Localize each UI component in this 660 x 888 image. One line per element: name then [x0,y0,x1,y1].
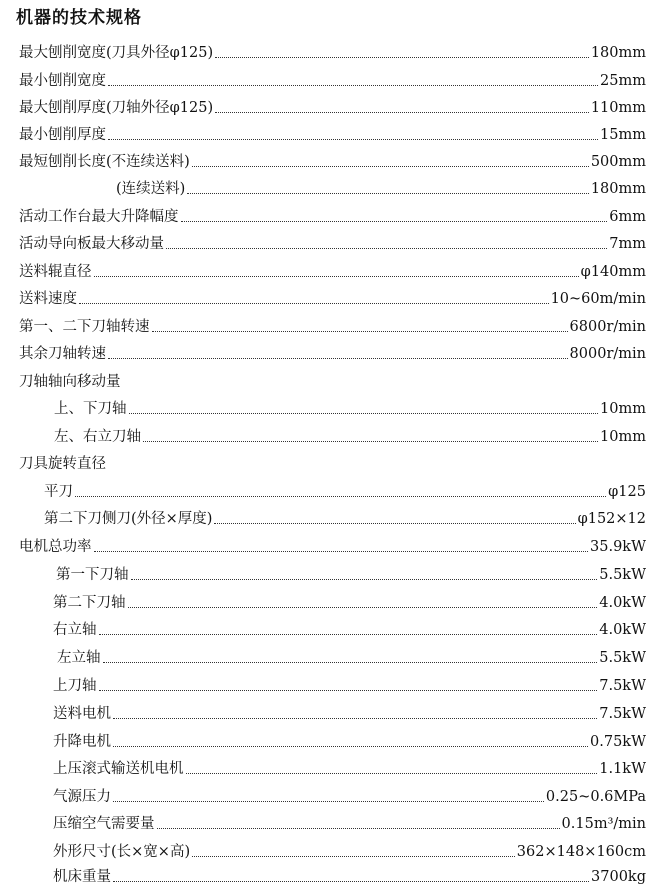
dot-leader [215,112,589,113]
spec-row [0,398,646,418]
spec-row [0,178,646,198]
spec-label: 最短刨削长度(不连续送料) [19,154,190,170]
spec-row [0,508,646,528]
dot-leader [192,166,589,167]
dot-leader [99,690,598,691]
spec-label: 第一下刀轴 [56,567,129,583]
dot-leader [143,441,598,442]
spec-value: 110mm [590,100,646,116]
spec-row [0,124,646,144]
dot-leader [94,551,589,552]
spec-value: 0.25~0.6MPa [545,789,646,805]
dot-leader [108,358,568,359]
spec-row [0,758,646,778]
spec-value: 8000r/min [569,346,646,362]
dot-leader [181,221,608,222]
dot-leader [166,248,607,249]
spec-value: 7.5kW [599,706,646,722]
spec-group-heading [0,453,646,473]
spec-label: 上、下刀轴 [54,401,127,417]
spec-value: 1.1kW [599,761,646,777]
spec-row [0,288,646,308]
spec-value: 6mm [609,209,646,225]
spec-label: 最大刨削厚度(刀轴外径φ125) [19,100,214,116]
spec-value: 10mm [600,401,646,417]
spec-value: 180mm [590,181,646,197]
dot-leader [113,746,588,747]
spec-value: φ152×12 [577,511,646,527]
spec-row [0,536,646,556]
spec-label: 左、右立刀轴 [54,429,141,445]
spec-value: φ125 [608,484,646,500]
spec-row [0,731,646,751]
spec-row [0,813,646,833]
spec-value: 4.0kW [599,595,646,611]
dot-leader [75,496,606,497]
spec-row [0,97,646,117]
spec-label: 机床重量 [53,869,111,885]
dot-leader [152,331,568,332]
spec-row [0,564,646,584]
spec-row [0,42,646,62]
dot-leader [187,193,588,194]
spec-row [0,866,646,886]
spec-value: 500mm [590,154,646,170]
spec-label: 平刀 [44,484,73,500]
dot-leader [129,413,599,414]
spec-label: 活动工作台最大升降幅度 [19,209,179,225]
spec-label: 其余刀轴转速 [19,346,106,362]
spec-value: 7mm [609,236,646,252]
spec-label: 第一、二下刀轴转速 [19,319,150,335]
dot-leader [192,856,515,857]
spec-label: 电机总功率 [19,539,92,555]
spec-label: 第二下刀侧刀(外径×厚度) [44,511,213,527]
spec-value: 7.5kW [599,678,646,694]
spec-value: φ140mm [580,264,646,280]
spec-label: 活动导向板最大移动量 [19,236,164,252]
spec-value: 10~60m/min [550,291,646,307]
spec-value: 10mm [600,429,646,445]
spec-label: 最大刨削宽度(刀具外径φ125) [19,45,214,61]
spec-label: 左立轴 [57,650,101,666]
spec-label: (连续送料) [116,181,186,197]
spec-label: 压缩空气需要量 [53,816,155,832]
spec-label: 送料辊直径 [19,264,92,280]
spec-value: 15mm [600,127,646,143]
spec-row [0,786,646,806]
spec-label: 最小刨削宽度 [19,73,106,89]
dot-leader [113,801,544,802]
spec-group-heading [0,371,646,391]
dot-leader [99,634,598,635]
dot-leader [113,718,597,719]
spec-label: 刀具旋转直径 [19,456,106,472]
spec-row [0,206,646,226]
spec-label: 刀轴轴向移动量 [19,374,121,390]
spec-label: 送料电机 [53,706,111,722]
spec-value: 362×148×160cm [516,844,646,860]
spec-value: 3700kg [591,869,646,885]
dot-leader [108,139,598,140]
spec-label: 最小刨削厚度 [19,127,106,143]
spec-row [0,70,646,90]
spec-row [0,481,646,501]
spec-row [0,233,646,253]
spec-value: 6800r/min [569,319,646,335]
spec-value: 0.15m³/min [561,816,646,832]
dot-leader [108,85,598,86]
spec-label: 上压滚式输送机电机 [53,761,184,777]
spec-row [0,151,646,171]
spec-value: 25mm [600,73,646,89]
dot-leader [128,607,598,608]
dot-leader [157,828,560,829]
spec-row [0,592,646,612]
dot-leader [113,881,589,882]
spec-row [0,426,646,446]
spec-row [0,619,646,639]
dot-leader [215,57,589,58]
spec-value: 35.9kW [590,539,646,555]
spec-row [0,261,646,281]
spec-row [0,343,646,363]
spec-label: 升降电机 [53,734,111,750]
spec-label: 右立轴 [53,622,97,638]
spec-label: 第二下刀轴 [53,595,126,611]
spec-label: 上刀轴 [53,678,97,694]
spec-value: 5.5kW [599,567,646,583]
dot-leader [103,662,598,663]
spec-row [0,703,646,723]
dot-leader [214,523,575,524]
spec-row [0,675,646,695]
spec-value: 4.0kW [599,622,646,638]
dot-leader [131,579,598,580]
dot-leader [79,303,549,304]
spec-value: 0.75kW [590,734,646,750]
spec-value: 5.5kW [599,650,646,666]
spec-value: 180mm [590,45,646,61]
dot-leader [94,276,579,277]
spec-label: 气源压力 [53,789,111,805]
page-title: 机器的技术规格 [16,8,142,28]
spec-label: 外形尺寸(长×宽×高) [53,844,191,860]
spec-row [0,647,646,667]
spec-row [0,841,646,861]
dot-leader [186,773,598,774]
spec-row [0,316,646,336]
spec-label: 送料速度 [19,291,77,307]
